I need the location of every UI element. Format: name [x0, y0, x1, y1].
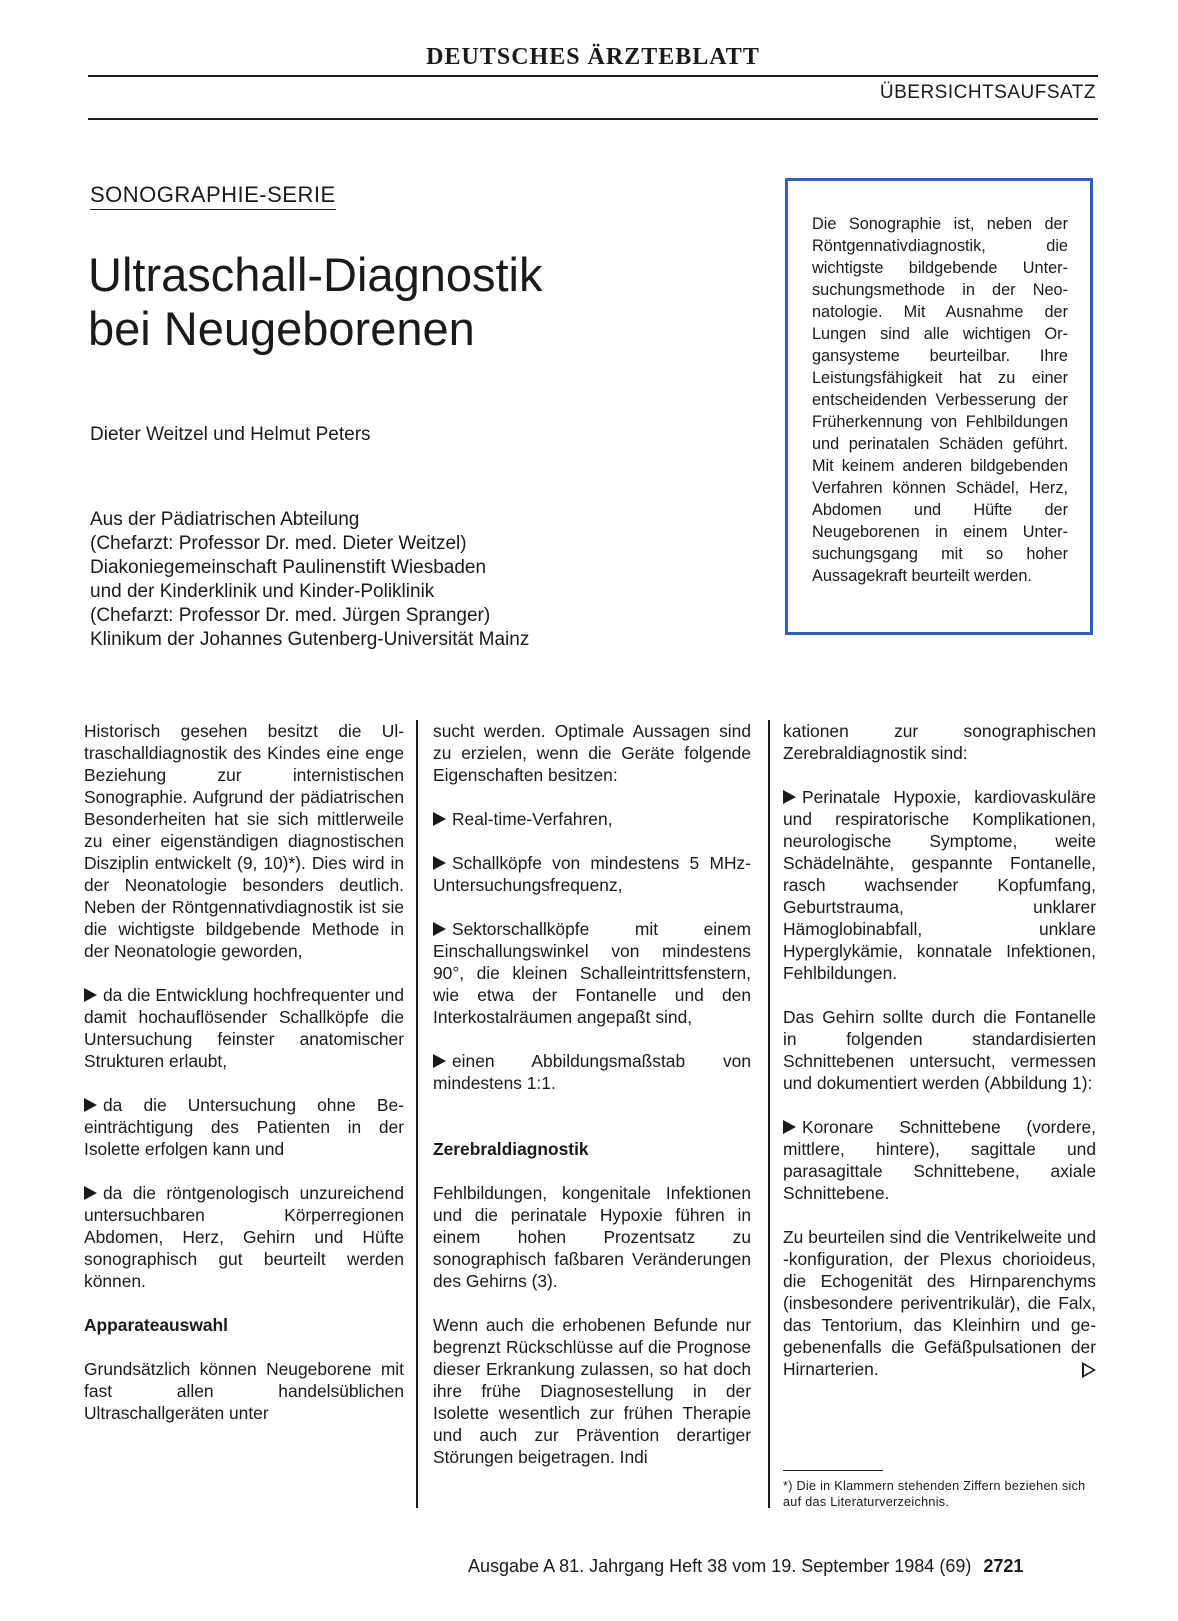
paragraph: Wenn auch die erhobenen Befunde nur begrenzt Rückschlüsse auf die Prognose dieser Erkrankung zulassen, so hat doch ihre frühe Diagnosestellung in der Isolette wesentlich zur frühen Therapie und auch zur Prävention derartiger Störungen beigetragen. Indi — [433, 1315, 751, 1467]
bullet-triangle-icon — [84, 1098, 97, 1112]
bullet-item — [433, 808, 751, 830]
affiliation-line: Aus der Pädiatrischen Abteilung — [90, 509, 360, 530]
bullet-triangle-icon — [433, 922, 446, 936]
title-line-1: Ultraschall-Diagnostik — [88, 248, 543, 301]
column-1 — [84, 720, 404, 1446]
title-line-2: bei Neugeborenen — [88, 302, 475, 355]
bullet-item — [433, 1050, 751, 1094]
bullet-triangle-icon — [84, 988, 97, 1002]
affiliation-line: Klinikum der Johannes Gutenberg-Universität Mainz — [90, 629, 530, 650]
bullet-item — [84, 984, 404, 1072]
abstract-box: Die Sonographie ist, neben der Röntgennativdiagnostik, die wichtigste bildgebende Untersuchungsmethode in der Neonatologie. Mit Ausnahme der Lungen sind alle wichtigen Organsysteme beurteilbar. Ihre Leistungsfähigkeit hat zu einer entscheidenden Verbesserung der Früherkennung von Fehlbildungen und perinatalen Schäden geführt. Mit keinem anderen bildgebenden Verfahren können Schädel, Herz, Abdomen und Hüfte der Neugeborenen in einem Untersuchungsgang mit so hoher Aussagekraft beurteilt werden. — [785, 178, 1093, 635]
column-divider — [768, 720, 770, 1508]
page-footer — [468, 1556, 1023, 1577]
paragraph-continued — [783, 1226, 1096, 1380]
section-label: ÜBERSICHTSAUFSATZ — [879, 82, 1096, 103]
bullet-text: Real-time-Verfahren, — [452, 809, 613, 829]
bullet-text: da die Entwicklung hochfrequenter und damit hochauflösender Schallköpfe die Untersuchung feinster anatomischer Strukturen erlaubt, — [84, 985, 404, 1071]
bullet-text: Koronare Schnittebene (vordere, mittlere, hintere), sagittale und parasagittale Schnittebene, axiale Schnittebene. — [783, 1117, 1096, 1203]
bullet-text: Sektorschallköpfe mit einem Einschallungswinkel von mindestens 90°, die kleinen Schalleintrittsfenstern, wie etwa der Fontanelle und den Interkostalräumen angepaßt sind, — [433, 919, 751, 1027]
column-divider — [416, 720, 418, 1508]
bullet-triangle-icon — [783, 1120, 796, 1134]
bullet-triangle-icon — [433, 856, 446, 870]
series-label: SONOGRAPHIE-SERIE — [90, 182, 336, 210]
column-2 — [433, 720, 751, 1490]
affiliation — [90, 508, 529, 652]
bullet-item — [783, 1116, 1096, 1204]
journal-masthead: DEUTSCHES ÄRZTEBLATT — [426, 44, 760, 70]
paragraph-text: Zu beurteilen sind die Ventrikelweite und -konfiguration, der Plexus chorioideus, die Echogenität des Hirnparenchyms (insbesondere periventrikulär), die Falx, das Tentorium, das Kleinhirn und gegebenenfalls die Gefäßpulsationen der Hirnarterien. — [783, 1227, 1096, 1379]
bullet-text: da die röntgenologisch unzureichend untersuchbaren Körperregionen Abdomen, Herz, Gehirn und Hüfte sonographisch gut beurteilt werden können. — [84, 1183, 404, 1291]
footnote: *) Die in Klammern stehenden Ziffern beziehen sich auf das Literaturverzeichnis. — [783, 1479, 1086, 1509]
bullet-triangle-icon — [433, 1054, 446, 1068]
paragraph: kationen zur sonographischen Zerebraldiagnostik sind: — [783, 721, 1096, 763]
affiliation-line: (Chefarzt: Professor Dr. med. Dieter Weitzel) — [90, 533, 467, 554]
bullet-text: einen Abbildungsmaßstab von mindestens 1:1. — [433, 1051, 751, 1093]
continue-arrow-icon — [1082, 1362, 1096, 1378]
authors: Dieter Weitzel und Helmut Peters — [90, 424, 371, 445]
affiliation-line: und der Kinderklinik und Kinder-Poliklinik — [90, 581, 435, 602]
page-number: 2721 — [983, 1556, 1024, 1576]
bullet-item — [84, 1094, 404, 1160]
paragraph: Das Gehirn sollte durch die Fontanelle in folgenden standardisierten Schnittebenen untersucht, vermessen und dokumentiert werden (Abbildung 1): — [783, 1007, 1096, 1093]
bullet-item — [84, 1182, 404, 1292]
paragraph: Historisch gesehen besitzt die Ultraschalldiagnostik des Kindes eine enge Beziehung zur internistischen Sonographie. Aufgrund der pädiatrischen Besonderheiten hat sie sich mittlerweile zu einer eigenständigen diagnostischen Disziplin entwickelt (9, 10)*). Dies wird in der Neonatologie besonders deutlich. Neben der Röntgennativdiagnostik ist sie die wichtigste bildgebende Methode in der Neonatologie geworden, — [84, 721, 404, 961]
footnote-rule — [783, 1470, 883, 1471]
masthead-rule — [88, 75, 1098, 77]
issue-info: Ausgabe A 81. Jahrgang Heft 38 vom 19. September 1984 (69) — [468, 1556, 972, 1576]
column-3 — [783, 720, 1096, 1402]
bullet-item — [783, 786, 1096, 984]
paragraph: sucht werden. Optimale Aussagen sind zu erzielen, wenn die Geräte folgende Eigenschaften besitzen: — [433, 721, 751, 785]
bullet-triangle-icon — [783, 790, 796, 804]
bullet-text: Schallköpfe von mindestens 5 MHz-Untersuchungsfrequenz, — [433, 853, 751, 895]
bullet-text: da die Untersuchung ohne Beeinträchtigung des Patienten in der Isolette erfolgen kann und — [84, 1095, 404, 1159]
section-rule — [88, 118, 1098, 120]
paragraph: Grundsätzlich können Neugeborene mit fast allen handelsüblichen Ultraschallgeräten unter — [84, 1359, 404, 1423]
bullet-item — [433, 852, 751, 896]
article-title — [88, 248, 648, 356]
section-heading: Apparateauswahl — [84, 1315, 228, 1335]
section-heading: Zerebraldiagnostik — [433, 1139, 589, 1159]
affiliation-line: Diakoniegemeinschaft Paulinenstift Wiesbaden — [90, 557, 487, 578]
bullet-item — [433, 918, 751, 1028]
affiliation-line: (Chefarzt: Professor Dr. med. Jürgen Spranger) — [90, 605, 491, 626]
bullet-text: Perinatale Hypoxie, kardiovaskuläre und respiratorische Komplikationen, neurologische Symptome, weite Schädelnähte, gespannte Fontanelle, rasch wachsender Kopfumfang, Geburtstrauma, unklarer Hämoglobinabfall, unklare Hyperglykämie, konnatale Infektionen, Fehlbildungen. — [783, 787, 1096, 983]
bullet-triangle-icon — [433, 812, 446, 826]
paragraph: Fehlbildungen, kongenitale Infektionen und die perinatale Hypoxie führen in einem hohen Prozentsatz zu sonographisch faßbaren Veränderungen des Gehirns (3). — [433, 1183, 751, 1291]
bullet-triangle-icon — [84, 1186, 97, 1200]
